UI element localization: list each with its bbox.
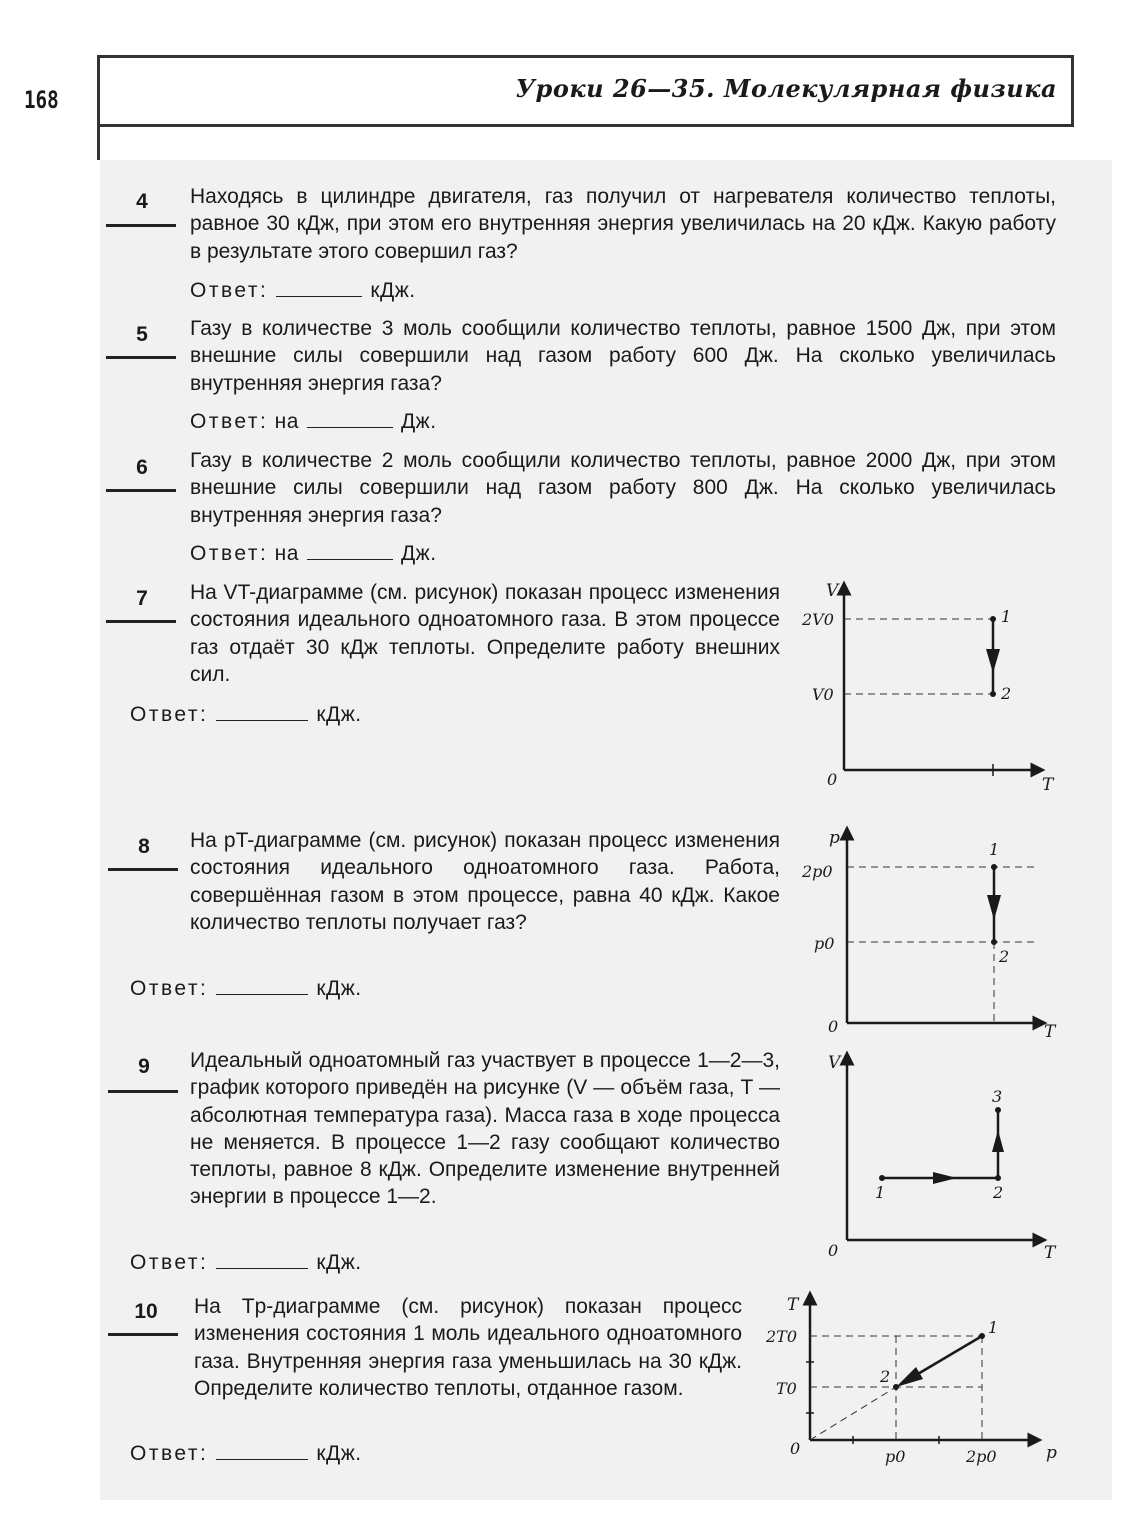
page-number: 168	[24, 86, 59, 114]
y-axis-label: p	[829, 828, 840, 848]
state-point	[995, 1107, 1001, 1113]
problem-text: Газу в количестве 2 моль сообщили количество теплоты, равное 2000 Дж, при этом внешние силы совершили над газом работу 800 Дж. На сколько увеличилась внутренняя энергия газа?	[190, 449, 1056, 527]
y-low-label: T0	[776, 1379, 797, 1398]
answer-label: Ответ:	[130, 703, 209, 726]
page-header	[97, 55, 1074, 127]
state-point	[990, 616, 996, 622]
y-low-label: V0	[812, 685, 834, 704]
state-point	[879, 1175, 885, 1181]
answer-unit: кДж.	[316, 977, 362, 1000]
point-label: 2	[880, 1367, 891, 1386]
answer-label: Ответ:	[190, 542, 269, 565]
x-low-label: p0	[885, 1447, 906, 1466]
x-axis-label: T	[1042, 775, 1054, 795]
answer-prefix: на	[274, 542, 299, 565]
point-label: 3	[992, 1087, 1003, 1106]
answer-line	[190, 279, 416, 303]
origin-label: 0	[827, 770, 838, 789]
y-low-label: p0	[814, 934, 835, 953]
answer-prefix: на	[274, 410, 299, 433]
x-axis-label: T	[1044, 1243, 1056, 1263]
problem-number: 9	[138, 1055, 150, 1078]
problem-number: 6	[136, 456, 148, 479]
problem-text: На pT-диаграмме (см. рисунок) показан процесс изменения состояния идеального одноатомного газа. Работа, совершённая газом в этом процессе, равна 40 кДж. Какое количество теплоты получает газ?	[190, 829, 780, 934]
answer-line	[190, 410, 437, 434]
origin-label: 0	[828, 1017, 839, 1036]
state-point	[995, 1175, 1001, 1181]
answer-line	[130, 1251, 362, 1275]
problem-number: 7	[136, 587, 148, 610]
vt-process-figure	[790, 1048, 1070, 1268]
point-label: 2	[993, 1183, 1004, 1202]
answer-label: Ответ:	[130, 1442, 209, 1465]
answer-blank[interactable]	[276, 280, 362, 297]
y-axis-label: T	[787, 1295, 799, 1315]
answer-unit: Дж.	[400, 542, 437, 565]
y-axis-label: V	[828, 1053, 841, 1073]
state-point	[991, 939, 997, 945]
answer-blank[interactable]	[307, 411, 393, 428]
x-axis-label: T	[1044, 1022, 1056, 1042]
y-axis-label: V	[826, 581, 839, 601]
number-rule	[106, 620, 176, 623]
problem-number: 8	[138, 835, 150, 858]
point-label: 1	[875, 1183, 886, 1202]
process-arrow	[992, 1130, 1004, 1152]
number-rule	[108, 1333, 178, 1336]
state-point	[991, 864, 997, 870]
answer-unit: кДж.	[316, 1442, 362, 1465]
problem-text: Идеальный одноатомный газ участвует в процессе 1—2—3, график которого приведён на рисунке (V — объём газа, T — абсолютная температура газа). Масса газа в ходе процесса не меняется. В процессе 1—2 газу сообщают количество теплоты, равное 8 кДж. Определите изменение внутренней энергии в процессе 1—2.	[190, 1049, 780, 1209]
point-label: 1	[989, 840, 1000, 859]
answer-line	[130, 977, 362, 1001]
x-high-label: 2p0	[966, 1447, 997, 1466]
answer-label: Ответ:	[190, 410, 269, 433]
problem-text: На Tp-диаграмме (см. рисунок) показан процесс изменения состояния 1 моль идеального одноатомного газа. Внутренняя энергия газа уменьшилась на 30 кДж. Определите количество теплоты, отданное газом.	[194, 1295, 742, 1400]
point-label: 2	[999, 947, 1010, 966]
answer-blank[interactable]	[216, 704, 308, 721]
number-rule	[108, 868, 178, 871]
problem-text: Газу в количестве 3 моль сообщили количество теплоты, равное 1500 Дж, при этом внешние силы совершили над газом работу 600 Дж. На сколько увеличилась внутренняя энергия газа?	[190, 317, 1056, 395]
process-arrow	[986, 649, 1000, 673]
header-rule	[97, 127, 100, 160]
answer-blank[interactable]	[216, 978, 308, 995]
problem-text: На VT-диаграмме (см. рисунок) показан процесс изменения состояния идеального одноатомного газа. В этом процессе газ отдаёт 30 кДж теплоты. Определите работу внешних сил.	[190, 581, 780, 686]
pt-diagram-figure	[790, 823, 1070, 1043]
state-point	[990, 691, 996, 697]
answer-label: Ответ:	[130, 977, 209, 1000]
answer-blank[interactable]	[307, 543, 393, 560]
problem-number: 5	[136, 323, 148, 346]
answer-unit: кДж.	[316, 703, 362, 726]
answer-line	[190, 542, 437, 566]
y-high-label: 2V0	[802, 610, 834, 629]
problem-text: Находясь в цилиндре двигателя, газ получил от нагревателя количество теплоты, равное 30 кДж, при этом его внутренняя энергия увеличилась на 20 кДж. Какую работу в результате этого совершил газ?	[190, 185, 1056, 263]
answer-label: Ответ:	[190, 279, 269, 302]
point-label: 1	[988, 1318, 999, 1337]
number-rule	[108, 1090, 178, 1093]
problem-number: 10	[134, 1300, 158, 1323]
process-arrow	[987, 895, 1001, 920]
point-label: 2	[1001, 684, 1012, 703]
vt-diagram-figure	[790, 578, 1070, 798]
answer-line	[130, 1442, 362, 1466]
answer-blank[interactable]	[216, 1252, 308, 1269]
origin-label: 0	[828, 1241, 839, 1260]
y-high-label: 2T0	[766, 1327, 798, 1346]
dash-line	[810, 1387, 896, 1440]
answer-blank[interactable]	[216, 1443, 308, 1460]
number-rule	[106, 224, 176, 227]
x-axis-label: p	[1046, 1443, 1057, 1463]
point-label: 1	[1001, 607, 1012, 626]
process-arrow	[933, 1172, 957, 1184]
state-point	[893, 1384, 899, 1390]
answer-unit: кДж.	[370, 279, 416, 302]
y-high-label: 2p0	[802, 862, 833, 881]
number-rule	[106, 356, 176, 359]
answer-line	[130, 703, 362, 727]
answer-unit: кДж.	[316, 1251, 362, 1274]
answer-unit: Дж.	[400, 410, 437, 433]
answer-label: Ответ:	[130, 1251, 209, 1274]
state-point	[979, 1333, 985, 1339]
process-arrow	[896, 1367, 923, 1387]
number-rule	[106, 489, 176, 492]
origin-label: 0	[790, 1439, 801, 1458]
tp-diagram-figure	[760, 1290, 1080, 1485]
header-title: Уроки 26—35. Молекулярная физика	[515, 74, 1057, 103]
problem-number: 4	[136, 190, 148, 213]
